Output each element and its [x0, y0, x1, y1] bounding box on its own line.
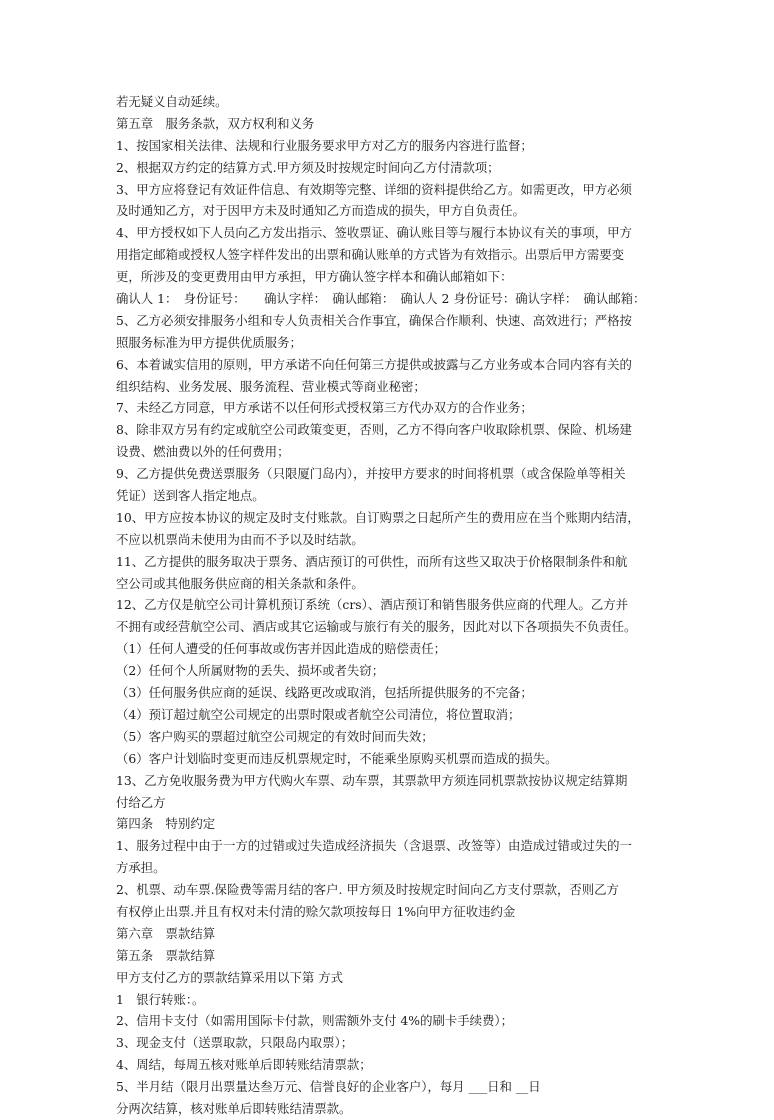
text-line: 4、周结，每周五核对账单后即转账结清票款； [116, 1057, 372, 1073]
text-line: 不应以机票尚未使用为由而不予以及时结款。 [116, 531, 364, 547]
text-line: （3）任何服务供应商的延误、线路更改或取消，包括所提供服务的不完备； [116, 685, 533, 701]
text-line: 不拥有或经营航空公司、酒店或其它运输或与旅行有关的服务，因此对以下各项损失不负责任。 [116, 619, 637, 635]
text-line: （6）客户计划临时变更而违反机票规定时，不能乘坐原购买机票而造成的损失。 [116, 750, 558, 766]
text-line: （5）客户购买的票超过航空公司规定的有效时间而失效； [116, 728, 434, 744]
text-line: 第六章 票款结算 [116, 925, 216, 941]
text-line: 6、本着诚实信用的原则，甲方承诺不向任何第三方提供或披露与乙方业务或本合同内容有关的 [116, 356, 632, 372]
text-line: 若无疑义自动延续。 [116, 94, 228, 109]
text-line: （2）任何个人所属财物的丢失、损坏或者失窃； [116, 663, 385, 679]
text-line: 10、甲方应按本协议的规定及时支付账款。自订购票之日起所产生的费用应在当个账期内结清， [116, 509, 640, 525]
text-line: 照服务标准为甲方提供优质服务； [116, 334, 302, 350]
text-line: 第五章 服务条款，双方权利和义务 [116, 115, 315, 131]
text-line: 7、未经乙方同意，甲方承诺不以任何形式授权第三方代办双方的合作业务； [116, 400, 533, 416]
text-line: 更，所涉及的变更费用由甲方承担，甲方确认签字样本和确认邮箱如下： [116, 269, 513, 285]
text-line: 3、现金支付（送票取款，只限岛内取票）； [116, 1035, 354, 1051]
text-line: 用指定邮箱或授权人签字样件发出的出票和确认账单的方式皆为有效指示。出票后甲方需要变 [116, 247, 625, 263]
text-line: 甲方支付乙方的票款结算采用以下第 方式 [116, 969, 343, 985]
text-line: 4、甲方授权如下人员向乙方发出指示、签收票证、确认账目等与履行本协议有关的事项，甲方 [116, 225, 632, 241]
text-line: 3、甲方应将登记有效证件信息、有效期等完整、详细的资料提供给乙方。如需更改，甲方必须 [116, 181, 632, 197]
text-line: 第四条 特别约定 [116, 816, 216, 832]
text-line: 12、乙方仅是航空公司计算机预订系统（crs）、酒店预订和销售服务供应商的代理人。乙方并 [116, 597, 629, 613]
text-line: 第五条 票款结算 [116, 947, 216, 963]
text-line: 空公司或其他服务供应商的相关条款和条件。 [116, 575, 364, 591]
text-line: （1）任何人遭受的任何事故或伤害并因此造成的赔偿责任； [116, 641, 447, 657]
text-line: 2、信用卡支付（如需用国际卡付款，则需额外支付 4%的刷卡手续费）； [116, 1013, 513, 1029]
text-line: 方承担。 [116, 860, 166, 876]
text-line: 确认人 1： 身份证号： 确认字样： 确认邮箱： 确认人 2 身份证号：确认字样： 确认邮箱： [116, 291, 646, 307]
text-line: 付给乙方 [116, 794, 166, 810]
text-line: 5、半月结（限月出票量达叁万元、信誉良好的企业客户），每月 ___日和 __日 [116, 1079, 541, 1095]
text-line: 11、乙方提供的服务取决于票务、酒店预订的可供性，而所有这些又取决于价格限制条件和航 [116, 553, 628, 569]
text-line: 8、除非双方另有约定或航空公司政策变更，否则，乙方不得向客户收取除机票、保险、机场建 [116, 422, 632, 438]
text-line: 1 银行转账：。 [116, 991, 205, 1007]
document-body [116, 91, 681, 1120]
text-line: 2、机票、动车票.保险费等需月结的客户. 甲方须及时按规定时间向乙方支付票款，否则乙方 [116, 882, 619, 898]
text-line: 及时通知乙方，对于因甲方未及时通知乙方而造成的损失，甲方自负责任。 [116, 203, 525, 219]
text-line: （4）预订超过航空公司规定的出票时限或者航空公司清位，将位置取消； [116, 706, 521, 722]
text-line: 13、乙方免收服务费为甲方代购火车票、动车票，其票款甲方须连同机票款按协议规定结算期 [116, 772, 628, 788]
text-line: 1、服务过程中由于一方的过错或过失造成经济损失（含退票、改签等）由造成过错或过失的一 [116, 838, 632, 854]
text-line: 2、根据双方约定的结算方式.甲方须及时按规定时间向乙方付清款项； [116, 159, 500, 175]
text-line: 1、按国家相关法律、法规和行业服务要求甲方对乙方的服务内容进行监督； [116, 137, 533, 153]
text-line: 5、乙方必须安排服务小组和专人负责相关合作事宜，确保合作顺利、快速、高效进行；严格按 [116, 312, 632, 328]
text-line: 分两次结算，核对账单后即转账结清票款。 [116, 1100, 352, 1116]
text-line: 凭证）送到客人指定地点。 [116, 488, 265, 504]
text-line: 组织结构、业务发展、服务流程、营业模式等商业秘密； [116, 378, 426, 394]
text-line: 9、乙方提供免费送票服务（只限厦门岛内），并按甲方要求的时间将机票（或含保险单等相关 [116, 466, 626, 482]
text-line: 有权停止出票.并且有权对未付清的赊欠款项按每日 1%向甲方征收违约金 [116, 903, 516, 919]
text-line: 设费、燃油费以外的任何费用； [116, 444, 290, 460]
